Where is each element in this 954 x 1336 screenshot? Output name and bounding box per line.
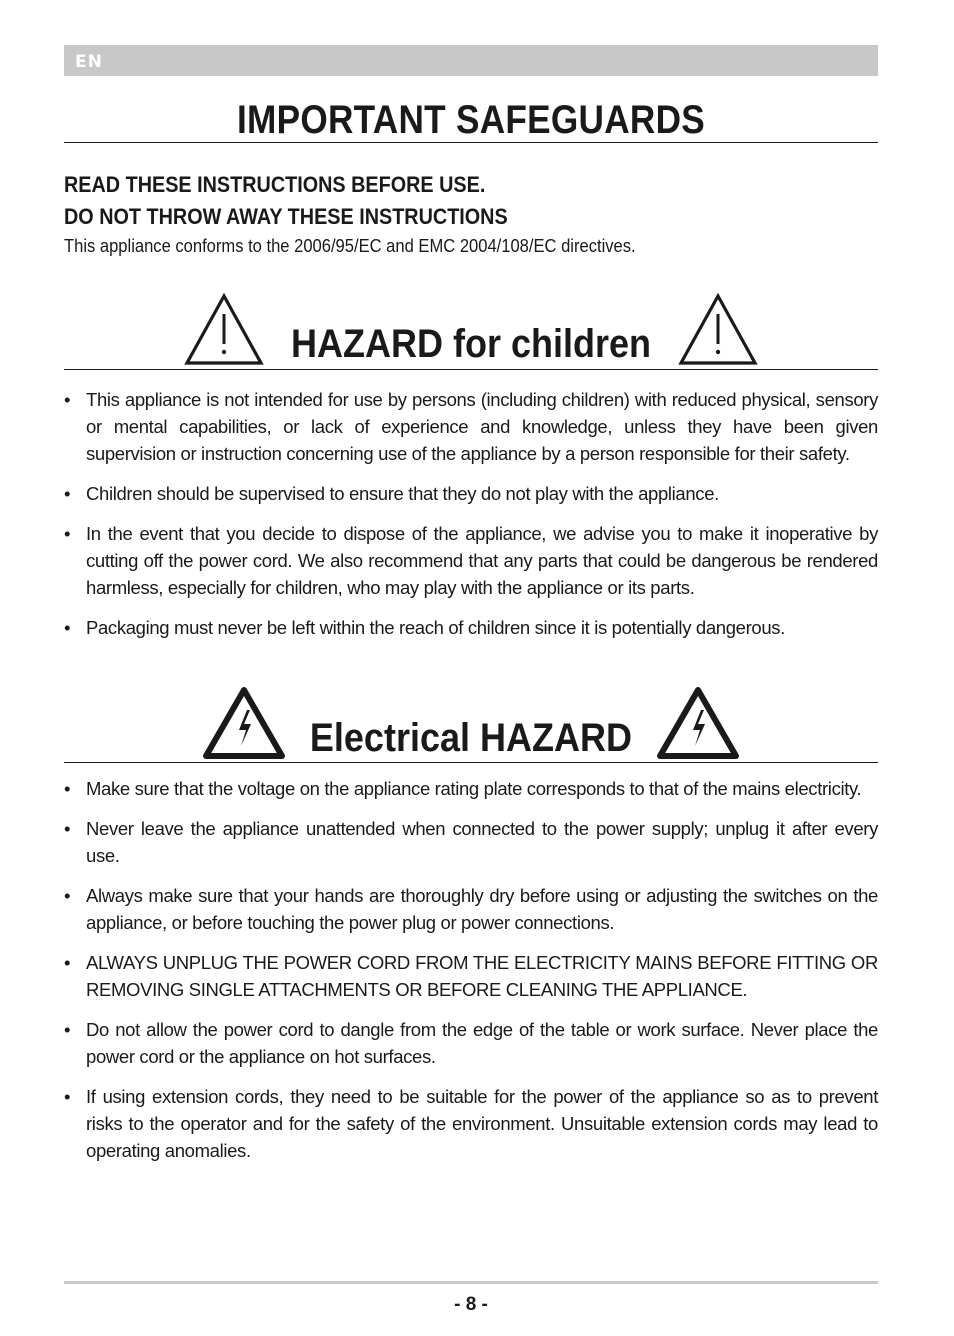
- children-section-divider: [64, 369, 878, 370]
- intro-read-instructions: READ THESE INSTRUCTIONS BEFORE USE.: [64, 172, 486, 197]
- children-hazard-heading: [64, 286, 878, 366]
- children-hazard-title: HAZARD for children: [291, 322, 651, 366]
- electrical-hazard-list: [64, 775, 878, 1177]
- list-item: • Make sure that the voltage on the appliance rating plate corresponds to that of the mains electricity.: [64, 775, 878, 802]
- children-hazard-list: [64, 386, 878, 654]
- title-divider: [64, 142, 878, 143]
- list-item: • Never leave the appliance unattended when connected to the power supply; unplug it after every use.: [64, 815, 878, 869]
- electrical-hazard-title: Electrical HAZARD: [309, 716, 633, 760]
- page-number: - 8 -: [454, 1294, 488, 1315]
- list-item: • If using extension cords, they need to be suitable for the power of the appliance so as to prevent risks to the operator and for the safety of the environment. Unsuitable extension cords may lead to operating anomalies.: [64, 1083, 878, 1164]
- electrical-hazard-icon: [202, 686, 286, 760]
- list-item: • This appliance is not intended for use by persons (including children) with reduced physical, sensory or mental capabilities, or lack of experience and knowledge, unless they have been given supervision or instruction concerning use of the appliance by a person responsible for their safety.: [64, 386, 878, 467]
- footer-divider: [64, 1281, 878, 1284]
- electrical-section-divider: [64, 762, 878, 763]
- electrical-hazard-heading: [64, 680, 878, 760]
- list-item: • Children should be supervised to ensure that they do not play with the appliance.: [64, 480, 878, 507]
- conformity-statement: This appliance conforms to the 2006/95/EC and EMC 2004/108/EC directives.: [64, 236, 636, 256]
- language-label: EN: [75, 52, 103, 72]
- warning-exclamation-icon: [183, 292, 265, 366]
- electrical-hazard-icon: [656, 686, 740, 760]
- list-item: • Do not allow the power cord to dangle from the edge of the table or work surface. Never place the power cord or the appliance on hot surfaces.: [64, 1016, 878, 1070]
- list-item: • ALWAYS UNPLUG THE POWER CORD FROM THE ELECTRICITY MAINS BEFORE FITTING OR REMOVING SINGLE ATTACHMENTS OR BEFORE CLEANING THE APPLIANCE.: [64, 949, 878, 1003]
- list-item: • Always make sure that your hands are thoroughly dry before using or adjusting the switches on the appliance, or before touching the power plug or power connections.: [64, 882, 878, 936]
- list-item: • In the event that you decide to dispose of the appliance, we advise you to make it inoperative by cutting off the power cord. We also recommend that any parts that could be dangerous be rendered harmless, especially for children, who may play with the appliance or its parts.: [64, 520, 878, 601]
- intro-keep-instructions: DO NOT THROW AWAY THESE INSTRUCTIONS: [64, 204, 508, 229]
- language-bar: [64, 45, 878, 76]
- page-title: IMPORTANT SAFEGUARDS: [236, 98, 706, 142]
- warning-exclamation-icon: [677, 292, 759, 366]
- list-item: • Packaging must never be left within the reach of children since it is potentially dangerous.: [64, 614, 878, 641]
